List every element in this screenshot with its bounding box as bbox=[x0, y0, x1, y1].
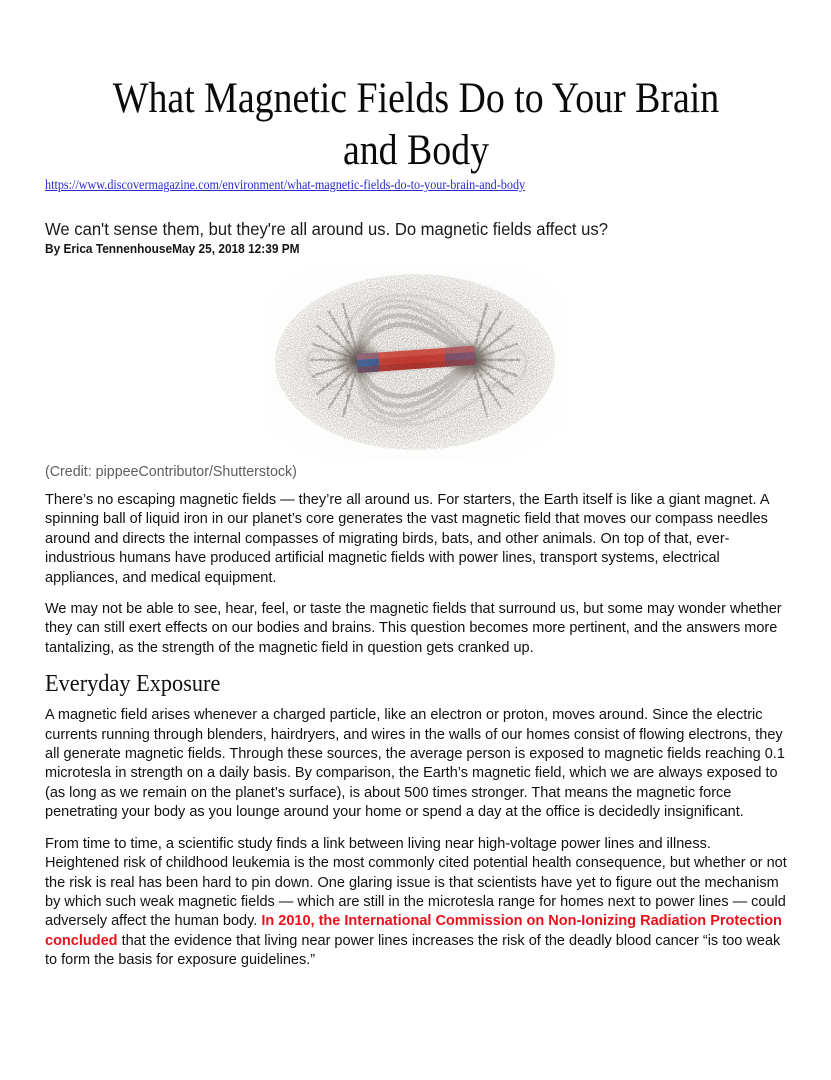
article-body bbox=[45, 490, 787, 982]
body-paragraph-2: We may not be able to see, hear, feel, or taste the magnetic fields that surround us, but some may wonder whether they can still exert effects on our bodies and brains. This question becomes more pertinent, and the answers more tantalizing, as the strength of the magnetic field in question gets cranked up. bbox=[45, 600, 782, 656]
body-paragraph-4-tail: that the evidence that living near power lines increases the risk of the deadly blood cancer “is too weak to form the basis for exposure guidelines.” bbox=[45, 931, 781, 969]
article-figure-image bbox=[263, 264, 568, 459]
figure-caption: (Credit: pippeeContributor/Shutterstock) bbox=[45, 463, 297, 480]
highlighted-claim-text: In 2010, the International Commission on Non-Ionizing Radiation Protection concluded bbox=[45, 912, 782, 949]
body-paragraph-4-lead: From time to time, a scientific study finds a link between living near high-voltage power lines and illness. Heightened risk of childhood leukemia is the most commonly cited potential health consequence, but whether or not the risk is real has been hard to pin down. One glaring issue is that scientists have yet to figure out the mechanism by which such weak magnetic fields — which are still in the microtesla range for homes next to power lines — could adversely affect the human body. bbox=[45, 834, 787, 930]
article-byline: By Erica TennenhouseMay 25, 2018 12:39 PM bbox=[45, 242, 300, 256]
article-deck: We can't sense them, but they're all around us. Do magnetic fields affect us? bbox=[45, 219, 608, 239]
source-url-container bbox=[45, 176, 785, 194]
page-title: What Magnetic Fields Do to Your Brain and Body bbox=[112, 74, 720, 174]
body-paragraph-4 bbox=[45, 834, 787, 970]
body-paragraph-3: A magnetic field arises whenever a charged particle, like an electron or proton, moves around. Since the electric currents running through blenders, hairdryers, and wires in the walls of our homes consist of flowing electrons, they all generate magnetic fields. Through these sources, the average person is exposed to magnetic fields reaching 0.1 microtesla in strength on a daily basis. By comparison, the Earth’s magnetic field, which we are always exposed to (as long as we remain on the planet’s surface), is about 500 times stronger. That means the magnetic force penetrating your body as you lounge around your home or spend a day at the office is decidedly insignificant. bbox=[45, 706, 785, 821]
body-paragraph-1: There’s no escaping magnetic fields — they’re all around us. For starters, the Earth itself is like a giant magnet. A spinning ball of liquid iron in our planet’s core generates the vast magnetic field that moves our compass needles around and directs the internal compasses of migrating birds, bats, and other animals. On top of that, ever-industrious humans have produced artificial magnetic fields with power lines, transport systems, electrical appliances, and medical equipment. bbox=[45, 491, 769, 586]
section-heading-everyday-exposure: Everyday Exposure bbox=[45, 671, 221, 698]
source-url-link[interactable]: https://www.discovermagazine.com/environment/what-magnetic-fields-do-to-your-brain-and-body bbox=[45, 177, 526, 192]
